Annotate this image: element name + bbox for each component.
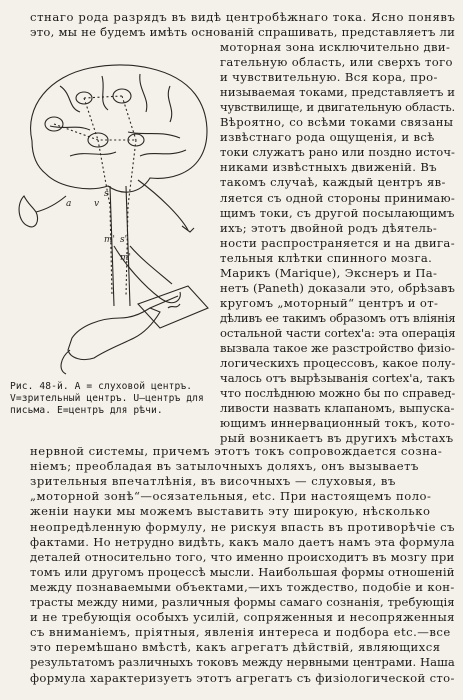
text-line: токи служатъ рано или поздно источ- <box>220 145 456 160</box>
text-line: никами извѣстныхъ движеній. Въ <box>220 160 437 175</box>
label-m2: m' <box>120 253 132 263</box>
text-line: женіи науки мы можемъ выставить эту широкую, нѣсколько <box>30 504 431 519</box>
text-line: низываемая токами, представляетъ и <box>220 85 456 100</box>
text-line: щимъ токи, съ другой посылающимъ <box>220 205 455 220</box>
text-line: такомъ случаѣ, каждый центръ яв- <box>220 175 446 190</box>
label-s2: s' <box>120 235 128 245</box>
text-line: томъ или другомъ процессѣ мысли. Наибольшая формы отношеній <box>30 564 455 579</box>
text-line: нервной системы, причемъ этотъ токъ сопровождается сознa- <box>30 444 443 458</box>
text-line: рый возникаетъ въ другихъ мѣстахъ <box>220 431 454 446</box>
label-m: m' <box>104 235 116 245</box>
text-line: ихъ; этотъ двойной родъ дѣятель- <box>220 220 438 235</box>
caption-line: V=зрительный центръ. U—центръ для <box>10 393 204 404</box>
text-line: формула характеризуетъ этотъ агрегатъ съ физіологической сто- <box>30 670 455 685</box>
text-line: это, мы не будемъ имѣть основаній спрашивать, представляетъ ли <box>30 25 456 39</box>
caption-line: Рис. 48-й. A = слуховой центръ. <box>10 381 193 392</box>
text-line: стнаго рода разрядъ въ видѣ центробѣжнаго тока. Ясно понявъ <box>30 10 456 24</box>
text-line: это перемѣшано вмѣстѣ, какъ агрегатъ дѣйствій, являющихся <box>30 640 441 655</box>
text-line: Марикъ (Marique), Экснеръ и Па- <box>220 265 438 280</box>
brain-diagram-figure <box>10 46 215 376</box>
text-line: чалось отъ вырѣзыванія cortex'а, такъ <box>220 371 455 386</box>
caption-line: письма. E=центръ для рѣчи. <box>10 405 163 416</box>
text-line: остальной части cortex'а: эта операція <box>220 325 456 340</box>
ear-shape <box>19 196 38 227</box>
text-line: кругомъ „моторный“ центръ и от- <box>220 295 439 310</box>
text-line: ливости назвать клапаномъ, выпуска- <box>220 401 455 416</box>
label-a: a <box>66 199 72 209</box>
text-line: логическихъ процессовъ, какое полу- <box>220 356 456 371</box>
text-line: зрительныя впечатлѣнія, въ височныхъ — слуховыя, въ <box>30 474 396 489</box>
text-line: „моторной зонѣ“—осязательныя, etc. При настоящемъ поло- <box>30 489 432 504</box>
text-line: чувствилище, и двигательную область. <box>220 100 456 115</box>
text-line: и чувствительную. Вся кора, про- <box>220 70 438 85</box>
text-line: фактами. Но нетрудно видѣть, какъ мало даетъ намъ эта формула <box>30 534 455 549</box>
text-line: нетъ (Paneth) доказали это, обрѣзавъ <box>220 280 456 295</box>
text-line: что послѣднюю можно бы по справед- <box>220 386 456 401</box>
text-line: ности распространяется и на двига- <box>220 235 455 250</box>
text-line: извѣстнаго рода ощущенія, и всѣ <box>220 130 435 145</box>
text-line: моторная зона исключительно дви- <box>220 40 451 54</box>
text-line: ніемъ; преобладая въ затылочныхъ доляхъ, онъ вызываетъ <box>30 459 419 474</box>
text-line: гательную область, или сверхъ того <box>220 55 453 70</box>
label-v: v <box>94 199 100 209</box>
text-line: ляется съ одной стороны принимаю- <box>220 190 455 205</box>
text-line: дѣливъ ее такимъ образомъ отъ вліянія <box>220 310 456 325</box>
text-line: Вѣроятно, со всѣми токами связаны <box>220 115 454 130</box>
text-line: вызвала такое же разстройство физіо- <box>220 341 455 355</box>
text-line: тельныя клѣтки спинного мозга. <box>220 250 433 265</box>
text-line: съ вниманіемъ, пріятныя, явленія интереса и подбора etc.—все <box>30 625 451 640</box>
text-line: трасты между ними, различныя формы самаго сознанія, требующія <box>30 595 455 609</box>
text-line: ющимъ иннервационный токъ, кото- <box>220 416 455 431</box>
text-line: деталей относительно того, что именно происходитъ въ мозгу при <box>30 549 455 564</box>
writing-hand <box>68 308 160 360</box>
text-line: между познаваемыми объектами,—ихъ тождество, подобіе и кон- <box>30 579 455 594</box>
text-line: неопредѣленную формулу, не рискуя впасть въ противорѣчіе съ <box>30 519 455 534</box>
brain-outline <box>31 65 207 192</box>
label-s: s' <box>104 189 112 199</box>
text-line: и не требующія особыхъ усилій, сопряженныя и несопряженныя <box>30 610 455 625</box>
text-line: результатомъ различныхъ токовъ между нервными центрами. Наша <box>30 655 455 670</box>
